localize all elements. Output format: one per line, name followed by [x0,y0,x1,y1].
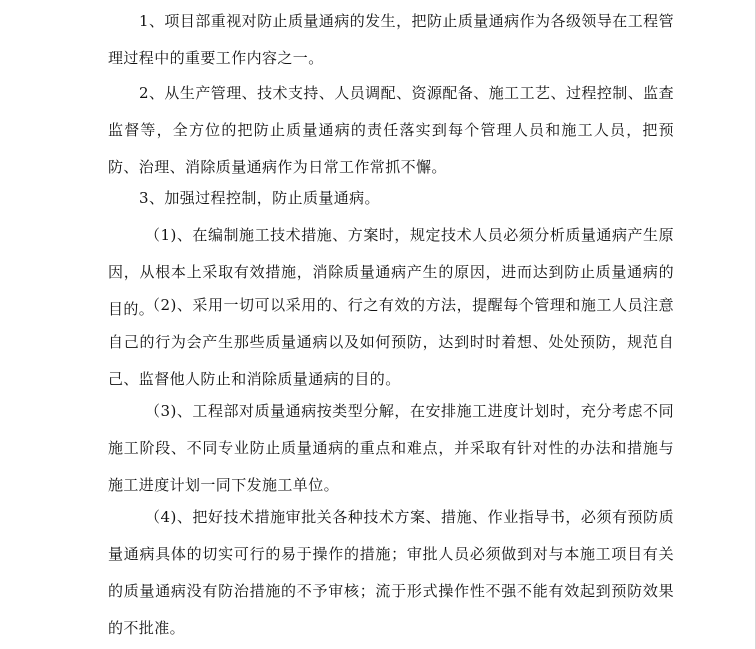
paragraph-3-1: （1)、在编制施工技术措施、方案时，规定技术人员必须分析质量通病产生原因，从根本上采取有效措施，消除质量通病产生的原因，进而达到防止质量通病的目的。 [108,226,674,318]
paragraph-3-2: （2)、采用一切可以采用的、行之有效的方法，提醒每个管理和施工人员注意自己的行为会产生那些质量通病以及如何预防，达到时时着想、处处预防，规范自己、监督他人防止和消除质量通病的目的。 [108,296,674,388]
paragraph-2: 2、从生产管理、技术支持、人员调配、资源配备、施工工艺、过程控制、监查监督等，全方位的把防止质量通病的责任落实到每个管理人员和施工人员，把预防、治理、消除质量通病作为日常工作常抓不懈。 [108,84,674,176]
paragraph-1: 1、项目部重视对防止质量通病的发生，把防止质量通病作为各级领导在工程管理过程中的重要工作内容之一。 [108,12,674,67]
paragraph-3-3: （3)、工程部对质量通病按类型分解，在安排施工进度计划时，充分考虑不同施工阶段、不同专业防止质量通病的重点和难点，并采取有针对性的办法和措施与施工进度计划一同下发施工单位。 [108,402,674,494]
paragraph-3-heading: 3、加强过程控制，防止质量通病。 [139,189,380,207]
paragraph-3-4: （4)、把好技术措施审批关各种技术方案、措施、作业指导书，必须有预防质量通病具体的切实可行的易于操作的措施；审批人员必须做到对与本施工项目有关的质量通病没有防治措施的不予审核；流于形式操作性不强不能有效起到预防效果的不批准。 [108,508,674,637]
